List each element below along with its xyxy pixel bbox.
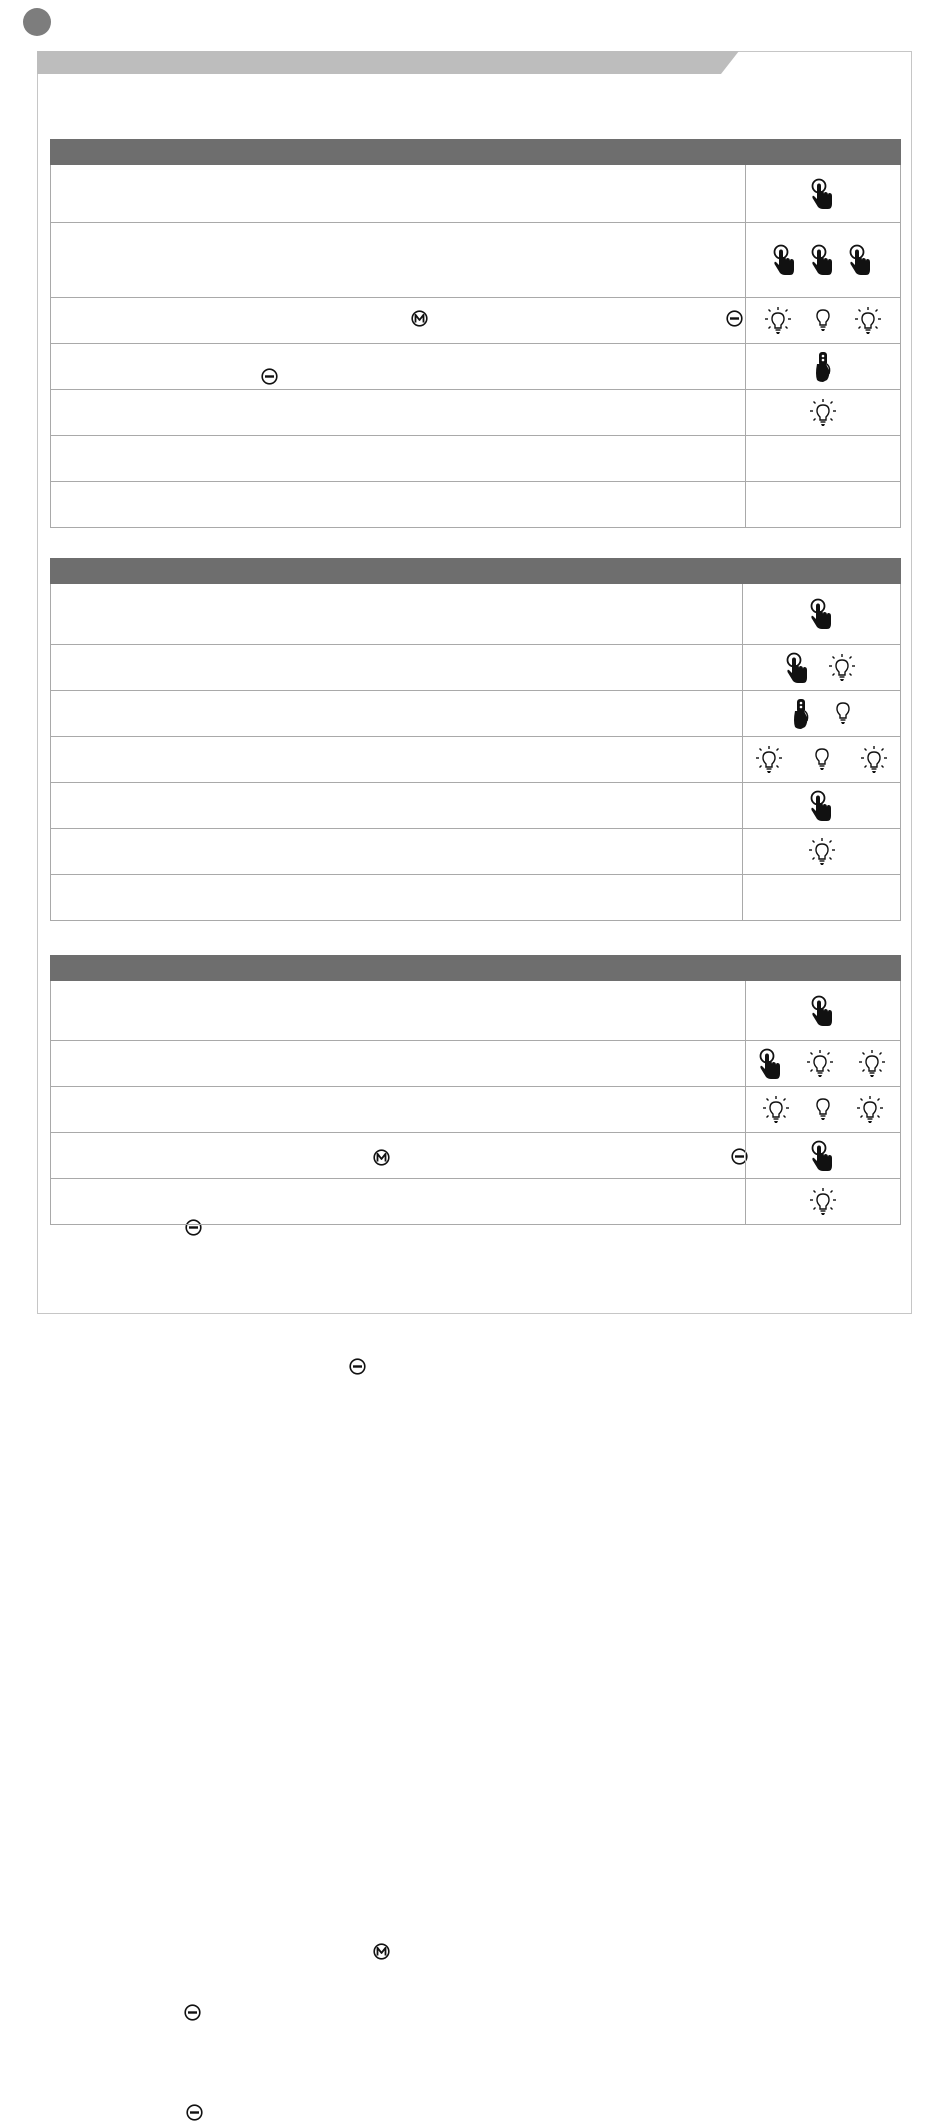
- table-row: [51, 875, 901, 921]
- bulb-on-icon: [826, 652, 858, 684]
- result-icon-group: [750, 397, 896, 429]
- step-icons: [743, 584, 901, 645]
- step-text: [51, 482, 746, 528]
- step-text: [51, 829, 743, 875]
- step-text: [51, 223, 746, 298]
- result-icon-group: [750, 243, 896, 277]
- step-icons: [746, 981, 901, 1041]
- hand-press-icon: [810, 243, 836, 277]
- step-text: [51, 436, 746, 482]
- table-title: [51, 956, 901, 981]
- step-icons: [746, 390, 901, 436]
- step-text: [51, 1133, 746, 1179]
- chapter-header-band: [37, 51, 739, 74]
- result-icon-group: [747, 651, 896, 685]
- bulb-off-icon: [812, 306, 834, 336]
- hand-press-icon: [810, 177, 836, 211]
- result-icon-group: [747, 789, 896, 823]
- bulb-on-icon: [858, 744, 890, 776]
- step-text: [51, 645, 743, 691]
- step-icons: [743, 783, 901, 829]
- hand-press-icon: [772, 243, 798, 277]
- result-icon-group: [747, 597, 896, 631]
- page-number-dot: [23, 8, 51, 36]
- step-icons: [743, 829, 901, 875]
- step-text: [51, 691, 743, 737]
- chapter-title: [37, 51, 739, 57]
- hand-press-icon: [810, 994, 836, 1028]
- hand-press-icon: [785, 651, 811, 685]
- hand-press-icon: [810, 1139, 836, 1173]
- table-title: [51, 559, 901, 584]
- step-icons: [743, 875, 901, 921]
- hand-press-icon: [809, 789, 835, 823]
- step-text: [51, 1041, 746, 1087]
- hand-press-icon: [809, 597, 835, 631]
- remote-icon: [811, 350, 835, 384]
- result-icon-group: [750, 1186, 896, 1218]
- bulb-on-icon: [806, 836, 838, 868]
- table-row: [51, 1041, 901, 1087]
- table-row: [51, 165, 901, 223]
- step-icons: [746, 1041, 901, 1087]
- procedure-table-3: [50, 955, 901, 1225]
- table-row: [51, 436, 901, 482]
- step-text: [51, 875, 743, 921]
- step-text: [51, 981, 746, 1041]
- table-header: [51, 140, 901, 165]
- bulb-on-icon: [856, 1048, 888, 1080]
- step-icons: [746, 482, 901, 528]
- step-text: [51, 584, 743, 645]
- result-icon-group: [747, 697, 896, 731]
- minus-button-icon: [726, 310, 743, 327]
- bulb-off-icon: [811, 745, 833, 775]
- step-icons: [746, 436, 901, 482]
- table-row: [51, 981, 901, 1041]
- step-icons: [743, 691, 901, 737]
- table-row: [51, 1179, 901, 1225]
- minus-button-icon: [184, 2004, 201, 2021]
- step-icons: [746, 1179, 901, 1225]
- table-title: [51, 140, 901, 165]
- result-icon-group: [750, 305, 896, 337]
- step-text: [51, 1087, 746, 1133]
- result-icon-group: [750, 1047, 896, 1081]
- step-icons: [746, 223, 901, 298]
- table-header: [51, 956, 901, 981]
- bulb-on-icon: [807, 1186, 839, 1218]
- result-icon-group: [750, 1094, 896, 1126]
- table-row: [51, 482, 901, 528]
- table-row: [51, 390, 901, 436]
- table-row: [51, 344, 901, 390]
- result-icon-group: [750, 177, 896, 211]
- step-icons: [746, 298, 901, 344]
- bulb-off-icon: [812, 1095, 834, 1125]
- bulb-on-icon: [807, 397, 839, 429]
- minus-button-icon: [349, 1358, 366, 1375]
- table-row: [51, 783, 901, 829]
- step-text: [51, 737, 743, 783]
- procedure-table-1: [50, 139, 901, 528]
- step-text: [51, 165, 746, 223]
- table-row: [51, 223, 901, 298]
- result-icon-group: [750, 350, 896, 384]
- step-text: [51, 344, 746, 390]
- result-icon-group: [750, 994, 896, 1028]
- minus-button-icon: [186, 2104, 203, 2121]
- table-row: [51, 1133, 901, 1179]
- step-text: [51, 390, 746, 436]
- procedure-table-2: [50, 558, 901, 921]
- m-button-icon: [373, 1943, 390, 1960]
- minus-button-icon: [261, 368, 278, 385]
- table-row: [51, 584, 901, 645]
- step-icons: [746, 1087, 901, 1133]
- step-icons: [746, 1133, 901, 1179]
- table-row: [51, 691, 901, 737]
- hand-press-icon: [848, 243, 874, 277]
- table-row: [51, 737, 901, 783]
- step-text: [51, 783, 743, 829]
- bulb-on-icon: [753, 744, 785, 776]
- hand-press-icon: [758, 1047, 784, 1081]
- step-text: [51, 1179, 746, 1225]
- result-icon-group: [747, 836, 896, 868]
- m-button-icon: [411, 310, 428, 327]
- table-row: [51, 645, 901, 691]
- bulb-on-icon: [762, 305, 794, 337]
- table-row: [51, 298, 901, 344]
- step-icons: [746, 344, 901, 390]
- table-row: [51, 829, 901, 875]
- result-icon-group: [747, 744, 896, 776]
- bulb-on-icon: [852, 305, 884, 337]
- table-header: [51, 559, 901, 584]
- step-icons: [743, 737, 901, 783]
- bulb-on-icon: [804, 1048, 836, 1080]
- remote-icon: [789, 697, 813, 731]
- result-icon-group: [750, 1139, 896, 1173]
- bulb-on-icon: [760, 1094, 792, 1126]
- table-row: [51, 1087, 901, 1133]
- step-text: [51, 298, 746, 344]
- bulb-on-icon: [854, 1094, 886, 1126]
- bulb-off-icon: [832, 699, 854, 729]
- step-icons: [746, 165, 901, 223]
- step-icons: [743, 645, 901, 691]
